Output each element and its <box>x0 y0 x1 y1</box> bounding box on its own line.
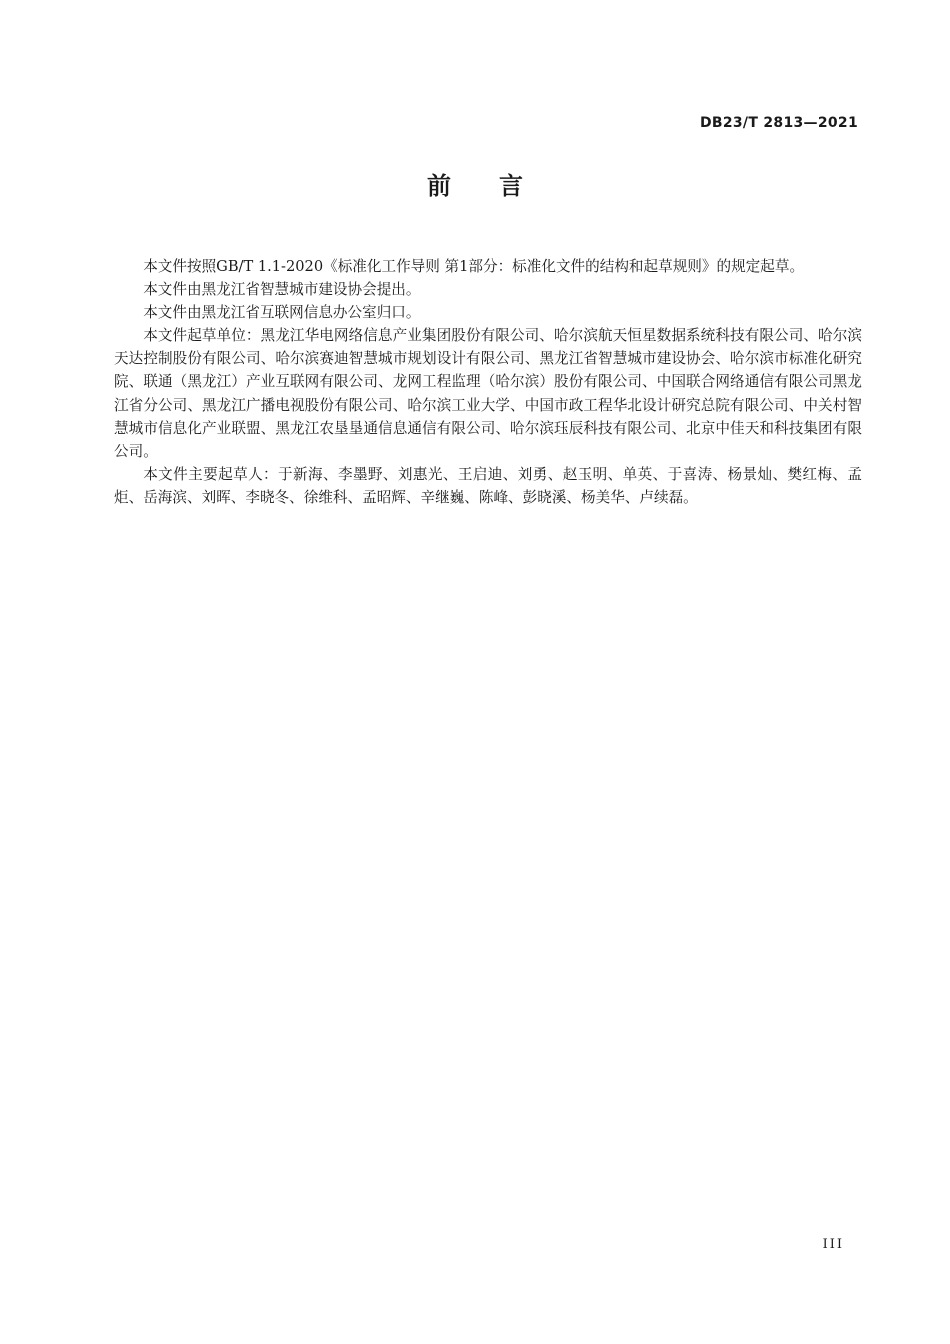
paragraph-drafting-basis: 本文件按照GB/T 1.1-2020《标准化工作导则 第1部分：标准化文件的结构和起草规则》的规定起草。 <box>143 258 805 275</box>
body-text <box>114 255 862 509</box>
paragraph-drafters: 本文件主要起草人：于新海、李墨野、刘惠光、王启迪、刘勇、赵玉明、单英、于喜涛、杨景灿、樊红梅、孟炬、岳海滨、刘晖、李晓冬、徐维科、孟昭辉、辛继巍、陈峰、彭晓溪、杨美华、卢续磊。 <box>114 465 862 506</box>
document-code: DB23/T 2813—2021 <box>699 115 858 131</box>
paragraph-administrator: 本文件由黑龙江省互联网信息办公室归口。 <box>143 304 421 322</box>
paragraph-drafting-units: 本文件起草单位：黑龙江华电网络信息产业集团股份有限公司、哈尔滨航天恒星数据系统科技有限公司、哈尔滨天达控制股份有限公司、哈尔滨赛迪智慧城市规划设计有限公司、黑龙江省智慧城市建设协会、哈尔滨市标准化研究院、联通（黑龙江）产业互联网有限公司、龙网工程监理（哈尔滨）股份有限公司、中国联合网络通信有限公司黑龙江省分公司、黑龙江广播电视股份有限公司、哈尔滨工业大学、中国市政工程华北设计研究总院有限公司、中关村智慧城市信息化产业联盟、黑龙江农垦垦通信息通信有限公司、哈尔滨珏辰科技有限公司、北京中佳天和科技集团有限公司。 <box>114 327 862 460</box>
page-title: 前 言 <box>427 172 523 200</box>
page-number: III <box>822 1237 844 1252</box>
paragraph-proposer: 本文件由黑龙江省智慧城市建设协会提出。 <box>143 281 421 299</box>
